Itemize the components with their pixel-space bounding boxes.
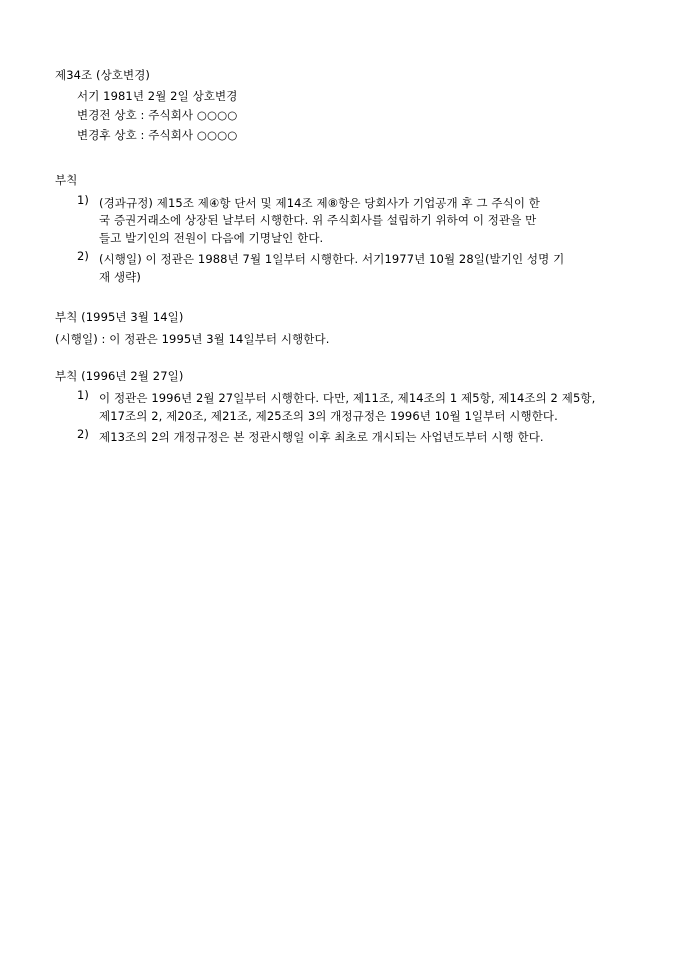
addendum-1-item-2-line-2: 재 생략) bbox=[99, 269, 141, 284]
article-34-line-3: 변경후 상호 : 주식회사 ○○○○ bbox=[77, 127, 238, 142]
addendum-2-section bbox=[55, 309, 625, 349]
addendum-1-item-1-line-3: 들고 발기인의 전원이 다음에 기명날인 한다. bbox=[99, 231, 324, 246]
article-34-title: 제34조 (상호변경) bbox=[55, 68, 151, 82]
addendum-1-item-2 bbox=[77, 248, 625, 287]
article-34-section bbox=[55, 70, 625, 141]
article-34-line-1: 서기 1981년 2월 2일 상호변경 bbox=[77, 88, 238, 103]
addendum-1-item-1-number: 1) bbox=[77, 192, 90, 207]
addendum-1-item-1-line-2: 국 증권거래소에 상장된 날부터 시행한다. 위 주식회사를 설립하기 위하여 이 정관을 만 bbox=[99, 213, 537, 228]
addendum-2-heading: 부칙 (1995년 3월 14일) bbox=[55, 309, 184, 324]
addendum-1-item-1-line-1: (경과규정) 제15조 제④항 단서 및 제14조 제⑧항은 당회사가 기업공개 후 그 주식이 한 bbox=[99, 195, 540, 210]
document-body bbox=[55, 70, 625, 447]
addendum-1-item-2-line-1: (시행일) 이 정관은 1988년 7월 1일부터 시행한다. 서기1977년 10월 28일(발기인 성명 기 bbox=[99, 251, 565, 266]
addendum-3-item-2 bbox=[77, 429, 625, 447]
addendum-3-item-2-line-1: 제13조의 2의 개정규정은 본 정관시행일 이후 최초로 개시되는 사업년도부터 시행 한다. bbox=[99, 430, 544, 444]
spacer-1 bbox=[55, 141, 625, 175]
addendum-1-section bbox=[55, 175, 625, 287]
addendum-1-item-1 bbox=[77, 192, 625, 248]
addendum-1-item-2-number: 2) bbox=[77, 248, 90, 263]
article-34-line-2: 변경전 상호 : 주식회사 ○○○○ bbox=[77, 108, 238, 122]
addendum-1-heading: 부칙 bbox=[55, 173, 78, 187]
addendum-3-item-1-line-1: 이 정관은 1996년 2월 27일부터 시행한다. 다만, 제11조, 제14조의 1 제5항, 제14조의 2 제5항, bbox=[99, 391, 596, 406]
addendum-2-body: (시행일) : 이 정관은 1995년 3월 14일부터 시행한다. bbox=[55, 332, 330, 347]
addendum-3-item-1-line-2: 제17조의 2, 제20조, 제21조, 제25조의 3의 개정규정은 1996년 10월 1일부터 시행한다. bbox=[99, 409, 558, 424]
spacer-3 bbox=[55, 349, 625, 371]
addendum-3-section bbox=[55, 368, 625, 447]
addendum-3-item-1-number: 1) bbox=[77, 388, 90, 403]
addendum-3-item-2-number: 2) bbox=[77, 427, 90, 441]
spacer-2 bbox=[55, 290, 625, 312]
addendum-3-item-1 bbox=[77, 390, 625, 426]
addendum-3-heading: 부칙 (1996년 2월 27일) bbox=[55, 368, 184, 383]
